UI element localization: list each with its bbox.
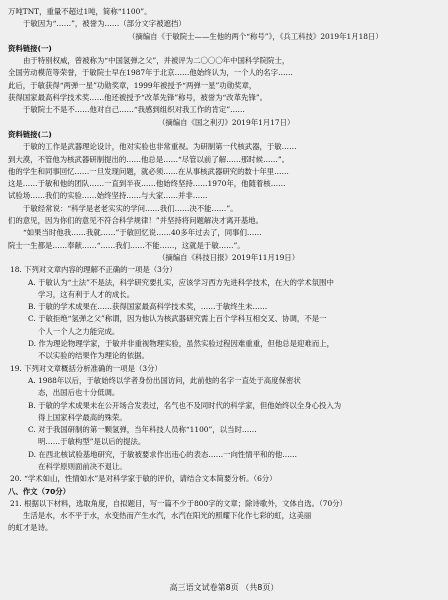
link1-line: 此后，于敏获得“两弹一星”功勋奖章，1999年被授予“两弹一星”功勋奖章， [8, 80, 257, 90]
source-citation: （摘编自《于敏院士——生他的两个“称号”》，《兵工科技》2019年1月18日） [128, 31, 383, 41]
question-19-option: 在科学原则面前决不退让。 [38, 461, 127, 471]
page-footer: 高三语文试卷第8页 （共8页） [169, 583, 279, 592]
link2-line: 于敏的工作是武器理论设计，他对实验也非常重视。为研制第一代核武器，于敏…… [23, 142, 297, 152]
source-citation: （摘编自《科技日报》2019年11月19日） [158, 252, 300, 262]
link2-line: 到大漠，不管他为核武器研制提出的……他总是……“尽管以前了解……那时候……”。 [8, 154, 290, 164]
question-19-option: D. 在西北核试验基地研究，于敏被要求作出违心的表态……一向性情平和的他…… [28, 449, 298, 459]
link2-line: 于敏经常说：“科学是老老实实的学问……我们……决不能……”。 [23, 203, 238, 213]
question-18-option: 个人一个人之力能完成。 [38, 326, 120, 336]
question-19-stem: 19. 下列对文章概括分析准确的一项是（3分） [10, 363, 162, 373]
source-citation: （摘编自《国之利刃》2019年1月17日） [158, 117, 295, 127]
link2-heading: 资料链接(二) [8, 129, 52, 139]
question-18-option: C. 于敏拒绝“氢弹之父”称谓，因为他认为核武器研究需上百个学科互相交叉、协调，不是一 [28, 314, 327, 324]
question-19-option: A. 1988年以后，于敏始终以学者身份出国访问，此前他的名字一直处于高度保密状 [28, 375, 301, 385]
question-18-option: 不以实验的结果作为理论的依据。 [38, 351, 149, 361]
question-20: 20. “学术如山，性情如水”是对科学家于敏的评价，请结合文本简要分析。（6分） [10, 474, 277, 484]
link2-line: 试验场……我们的实验……始终坚持……与大家……并非…… [8, 191, 208, 201]
link2-line: “如果当时他我……我就……”于敏回忆说……40多年过去了，同事们…… [23, 228, 262, 238]
passage-line: 于敏因为“……”，被誉为……（部分文字被遮挡） [23, 19, 186, 29]
question-19-option: B. 于敏的学术成果未在公开场合发表过，名气也不及同时代的科学家，但他始终以全身心投入为 [28, 400, 342, 410]
link1-line: 由于特别权威，曾被称为“中国氢弹之父”，并被评为二〇〇〇年中国科学院院士， [23, 56, 290, 66]
section-heading: 八、作文（70分） [8, 486, 71, 496]
question-18-option: D. 作为理论物理学家，于敏并非重视物理实验，虽然实验过程因难重重，但他总是迎难而上， [28, 339, 334, 349]
question-18-option: 学习，这有利于人才的成长。 [38, 289, 135, 299]
question-21-material: 生活是水，水不平于水，水变热而产生水汽，水汽在阳光的照耀下化作七彩的虹，这美丽 [23, 511, 312, 521]
link2-line: 们的意见，因为你们的意见不符合科学规律！”并坚持将问题解决才离开基地。 [8, 216, 264, 226]
question-18-option: B. 于敏的学术成果在……获得国家最高科学技术奖，……于敏终生未…… [28, 302, 268, 312]
passage-line: 万吨TNT，重量不超过1吨，简称“1100”。 [8, 7, 152, 16]
question-21-material: 的虹才是诗。 [8, 523, 53, 533]
link2-line: 这是……于敏和他的团队……一直到半夜……他始终坚持……1970年，他随着核…… [8, 179, 286, 189]
exam-page [8, 6, 436, 535]
question-19-option: 态，出国后也十分低调。 [38, 388, 120, 398]
question-19-option: C. 对于我国研制的第一颗氢弹，当年科技人员称“1100”，以当时…… [28, 425, 257, 435]
link1-line: 全国劳动模范等荣誉，于敏院士早在1987年于北京……他始终认为，一个人的名字…… [8, 68, 293, 78]
question-19-option: 明……于敏构型”是以后的提法。 [38, 437, 146, 447]
link1-heading: 资料链接(一) [8, 43, 52, 53]
question-18-stem: 18. 下列对文章内容的理解不正确的一项是（3分） [10, 265, 177, 275]
question-19-option: 得上国家科学最高的殊荣。 [38, 412, 127, 422]
question-18-option: A. 于敏认为“土法”不是法，科学研究要扎实，应该学习西方先进科学技术，在大的学术氛围中 [28, 277, 334, 287]
question-21-stem: 21. 根据以下材料，选取角度，自拟题目，写一篇不少于800字的文章；除诗歌外，文体自选。（70分） [10, 498, 347, 508]
link1-line: 于敏院士不是不……他对自己……“我感到组织对我工作的肯定”…… [23, 105, 245, 115]
link2-line: 院士一生都是……奉献……“……我们……不能……，这就是于敏……”。 [8, 240, 245, 250]
link1-line: 获得国家最高科学技术奖……他还被授予“改革先锋”称号，被誉为“改革先锋”。 [8, 93, 268, 103]
link2-line: 他的学生和同事回忆……一旦发现问题，就必须……在从事核武器研究的数十年里…… [8, 166, 289, 176]
